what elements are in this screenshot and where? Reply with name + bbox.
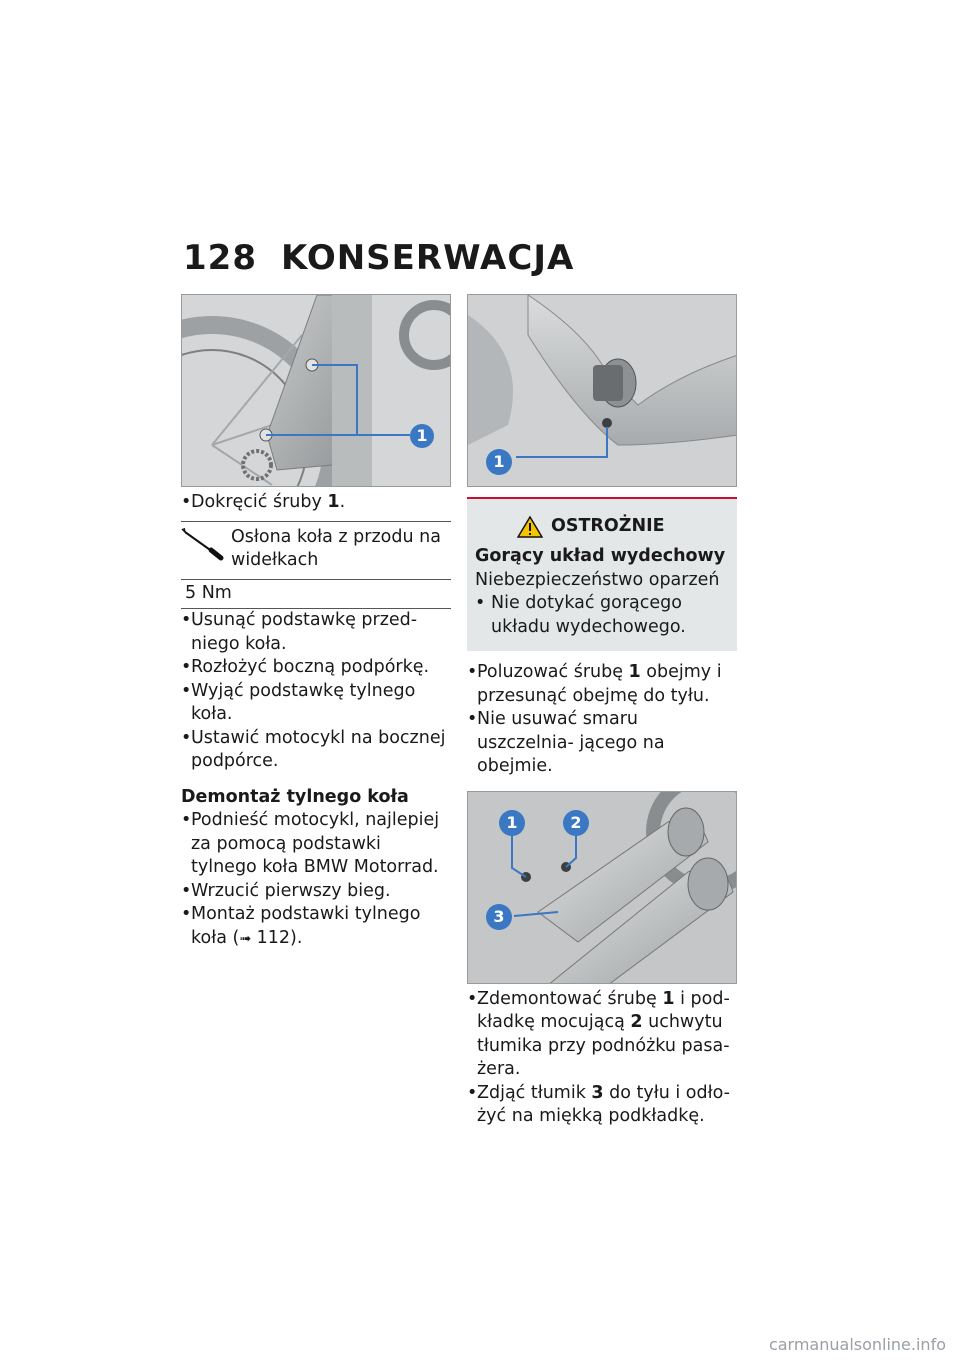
page-header xyxy=(183,238,574,278)
step-tighten-screws: • Dokręcić śruby 1. xyxy=(181,491,451,515)
front-fork-photo xyxy=(181,294,451,487)
step-remove-front-stand: • Usunąć podstawkę przed- niego koła. xyxy=(181,609,451,656)
caution-box xyxy=(467,497,737,651)
caution-item: • Nie dotykać gorącego układu wydechowego. xyxy=(475,592,729,639)
step-lift-motorcycle: • Podnieść motocykl, najlepiej za pomocą podstawki tylnego koła BMW Motorrad. xyxy=(181,809,451,880)
page-reference-arrow-icon: ➟ xyxy=(239,930,252,947)
callout-1: 1 xyxy=(410,424,434,448)
page-reference[interactable]: 112 xyxy=(256,927,291,948)
torque-spec-table xyxy=(181,521,451,610)
step-park-on-sidestand: • Ustawić motocykl na bocznej podpórce. xyxy=(181,727,451,774)
callout-1: 1 xyxy=(499,810,525,836)
step-remove-muffler: • Zdjąć tłumik 3 do tyłu i odło- żyć na miękką podkładkę. xyxy=(467,1082,737,1129)
footer-watermark: carmanualsonline.info xyxy=(768,1335,946,1354)
step-remove-screw-washer: • Zdemontować śrubę 1 i pod- kładkę mocującą 2 uchwytu tłumika przy podnóżku pasa- żera. xyxy=(467,988,737,1082)
caution-line: Niebezpieczeństwo oparzeń xyxy=(475,569,720,590)
warning-triangle-icon xyxy=(517,515,543,539)
spec-value: 5 Nm xyxy=(181,579,451,609)
step-keep-grease: • Nie usuwać smaru uszczelnia- jącego na obejmie. xyxy=(467,708,737,779)
section-heading-rear-wheel: Demontaż tylnego koła xyxy=(181,786,409,807)
caution-subtitle: Gorący układ wydechowy xyxy=(475,546,726,566)
right-column xyxy=(467,294,737,1129)
step-deploy-sidestand: • Rozłożyć boczną podpórkę. xyxy=(181,656,451,680)
exhaust-clamp-photo xyxy=(467,294,737,487)
page-number: 128 xyxy=(183,238,257,278)
callout-3: 3 xyxy=(486,904,512,930)
left-column xyxy=(181,294,451,951)
muffler-photo xyxy=(467,791,737,984)
step-loosen-clamp: • Poluzować śrubę 1 obejmy i przesunąć obejmę do tyłu. xyxy=(467,661,737,708)
spec-label: Osłona koła z przodu na widełkach xyxy=(231,526,441,570)
step-remove-rear-stand: • Wyjąć podstawkę tylnego koła. xyxy=(181,680,451,727)
callout-1: 1 xyxy=(486,449,512,475)
step-engage-first-gear: • Wrzucić pierwszy bieg. xyxy=(181,880,451,904)
page-title: KONSERWACJA xyxy=(281,238,575,278)
torque-wrench-icon xyxy=(181,526,231,572)
callout-2: 2 xyxy=(563,810,589,836)
caution-title: OSTROŻNIE xyxy=(475,509,729,545)
step-mount-rear-stand: • Montaż podstawki tylnego koła (➟ 112). xyxy=(181,903,451,951)
